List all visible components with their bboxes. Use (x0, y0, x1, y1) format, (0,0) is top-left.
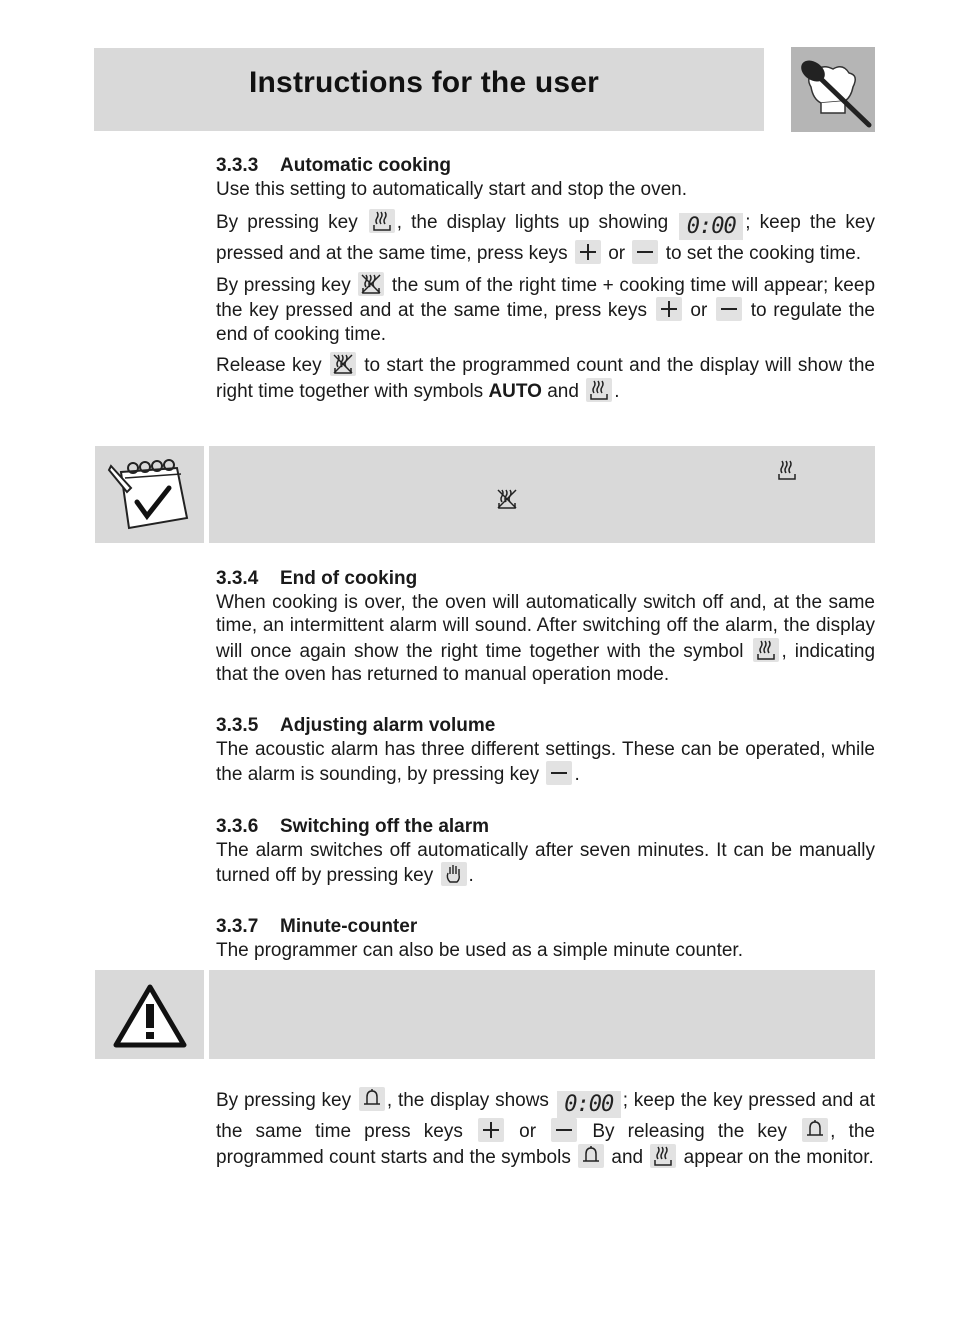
text: By pressing key (216, 274, 351, 296)
text: , the display shows (386, 1090, 549, 1111)
auto-label: AUTO (488, 380, 542, 402)
paragraph: Use this setting to automatically start and stop the oven. (216, 178, 688, 200)
cooking-symbol-icon (586, 378, 612, 402)
text: . (574, 764, 580, 785)
cooking-symbol-icon (753, 638, 779, 662)
paragraph (216, 209, 875, 266)
notepad-pencil-icon (107, 458, 191, 534)
cooking-symbol-icon (650, 1144, 676, 1168)
paragraph (216, 352, 875, 403)
hand-key-icon (441, 862, 467, 886)
text: or (690, 300, 708, 321)
text: to start the programmed count and the display will show the right time together with symbols (216, 355, 876, 402)
display-readout: 0:00 (557, 1091, 621, 1118)
text: to set the cooking time. (665, 243, 862, 264)
section-number: 3.3.6 (216, 816, 259, 837)
spoon-chef-hat-icon (791, 47, 875, 132)
page-title: Instructions for the user (249, 66, 600, 99)
section-title: End of cooking (280, 568, 418, 589)
text: . (614, 380, 620, 402)
plus-key-icon (575, 240, 601, 264)
text: to regulate the end of cooking time. (216, 300, 876, 345)
paragraph: The programmer can also be used as a simple minute counter. (216, 939, 743, 961)
bell-key-icon (802, 1118, 828, 1142)
minus-key-icon (551, 1118, 577, 1142)
text: the sum of the right time + cooking time will appear; keep the key pressed and at the same time, press keys (216, 274, 876, 321)
minute-counter-instructions (216, 1087, 875, 1169)
end-cooking-key-icon (358, 272, 384, 296)
plus-key-icon (656, 297, 682, 321)
text: and (611, 1146, 644, 1168)
paragraph (216, 839, 875, 888)
section-heading (216, 154, 875, 178)
warning-box-content (209, 970, 875, 1059)
section-alarm-volume (216, 714, 875, 787)
text: By releasing the key (592, 1121, 788, 1142)
paragraph (216, 1087, 875, 1169)
note-box-icon-panel (95, 446, 204, 543)
paragraph (216, 738, 875, 787)
section-number: 3.3.5 (216, 715, 259, 736)
section-heading (216, 714, 875, 738)
section-title: Minute-counter (280, 916, 418, 937)
text: , the programmed count starts and the symbols (216, 1121, 875, 1168)
display-readout: 0:00 (679, 213, 743, 240)
section-automatic-cooking (216, 154, 875, 403)
section-title: Switching off the alarm (280, 816, 490, 837)
end-cooking-symbol-icon (494, 487, 520, 511)
minus-key-icon (546, 761, 572, 785)
text: The alarm switches off automatically after seven minutes. It can be manually turned off by pressing key (216, 839, 875, 886)
section-minute-counter (216, 915, 875, 962)
text: By pressing key (216, 212, 358, 233)
text: or (519, 1121, 537, 1142)
text: , indicating that the oven has returned to manual operation mode. (216, 640, 876, 685)
text: When cooking is over, the oven will automatically switch off and, at the same time, an intermittent alarm will sound. After switching off the alarm, the display will once again show the right time together with the symbol (216, 591, 875, 662)
section-title: Adjusting alarm volume (280, 715, 496, 736)
page-header (94, 48, 764, 131)
text: By pressing key (216, 1090, 352, 1111)
section-heading (216, 567, 875, 591)
cooking-duration-key-icon (369, 209, 395, 233)
section-end-of-cooking (216, 567, 875, 687)
section-title: Automatic cooking (280, 155, 452, 176)
text: and (547, 380, 579, 402)
paragraph (216, 591, 875, 687)
text: appear on the monitor. (683, 1146, 874, 1168)
text: . (468, 865, 474, 886)
note-box-content (209, 446, 875, 543)
cooking-symbol-icon (774, 458, 800, 482)
text: ; keep the key pressed and at the same time, press keys (216, 212, 875, 264)
text: The acoustic alarm has three different settings. These can be operated, while the alarm is sounding, by pressing key (216, 738, 875, 785)
text: Release key (216, 355, 322, 376)
section-number: 3.3.7 (216, 916, 259, 937)
section-switching-off-alarm (216, 815, 875, 888)
section-heading (216, 915, 875, 939)
section-heading (216, 815, 875, 839)
text: ; keep the key pressed and at the same time press keys (216, 1090, 875, 1142)
section-number: 3.3.4 (216, 568, 259, 589)
section-number: 3.3.3 (216, 155, 259, 176)
plus-key-icon (478, 1118, 504, 1142)
text: or (608, 243, 626, 264)
minus-key-icon (716, 297, 742, 321)
bell-key-icon (359, 1087, 385, 1111)
text: , the display lights up showing (396, 212, 669, 233)
end-cooking-key-icon (330, 352, 356, 376)
bell-symbol-icon (578, 1144, 604, 1168)
warning-box-icon-panel (95, 970, 204, 1059)
paragraph (216, 272, 875, 347)
warning-triangle-icon (111, 982, 189, 1050)
minus-key-icon (632, 240, 658, 264)
